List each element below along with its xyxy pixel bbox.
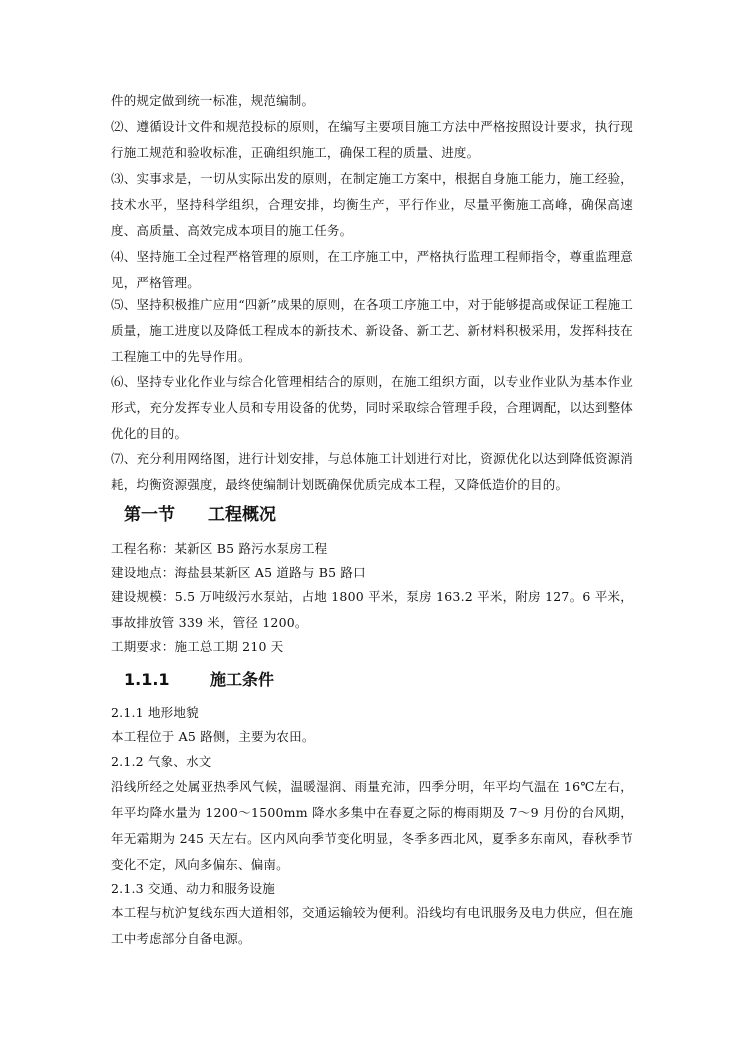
paragraph-principle-5: ⑸、坚持积极推广应用“四新”成果的原则，在各项工序施工中，对于能够提高或保证工程施工质量，施工进度以及降低工程成本的新技术、新设备、新工艺、新材料积极采用，发挥科技在工程施工中的先导作用。 (111, 297, 633, 364)
overview-project-name: 工程名称：某新区 B5 路污水泵房工程 (111, 541, 328, 556)
subsection-heading-conditions (124, 668, 274, 692)
text-2-1-1: 本工程位于 A5 路侧，主要为农田。 (111, 729, 315, 744)
text-2-1-2: 沿线所经之处属亚热季风气候，温暖湿润、雨量充沛，四季分明，年平均气温在 16℃左右，年平均降水量为 1200～1500mm 降水多集中在春夏之际的梅雨期及 7～9 月份的台风期，年无霜期为 245 天左右。区内风向季节变化明显，冬季多西北风，夏季多东南风，春秋季节变化不定，风向多偏东、偏南。 (111, 779, 633, 872)
overview-location: 建设地点：海盐县某新区 A5 道路与 B5 路口 (111, 565, 366, 580)
subsection-title: 施工条件 (210, 670, 275, 689)
section-title: 工程概况 (208, 505, 276, 525)
heading-2-1-2: 2.1.2 气象、水文 (111, 754, 212, 769)
paragraph-principle-7: ⑺、充分利用网络图，进行计划安排，与总体施工计划进行对比，资源优化以达到降低资源消耗，均衡资源强度，最终使编制计划既确保优质完成本工程，又降低造价的目的。 (111, 451, 633, 492)
paragraph-principle-6: ⑹、坚持专业化作业与综合化管理相结合的原则，在施工组织方面，以专业作业队为基本作业形式，充分发挥专业人员和专用设备的优势，同时采取综合管理手段，合理调配，以达到整体优化的目的。 (111, 374, 633, 441)
text-2-1-3: 本工程与杭沪复线东西大道相邻，交通运输较为便利。沿线均有电讯服务及电力供应，但在施工中考虑部分自备电源。 (111, 905, 633, 946)
paragraph-continuation: 件的规定做到统一标准，规范编制。 (111, 93, 315, 108)
overview-scale: 建设规模：5.5 万吨级污水泵站，占地 1800 平米，泵房 163.2 平米，附房 127。6 平米，事故排放管 339 米，管径 1200。 (111, 589, 633, 630)
heading-2-1-3: 2.1.3 交通、动力和服务设施 (111, 881, 275, 896)
paragraph-principle-2: ⑵、遵循设计文件和规范投标的原则，在编写主要项目施工方法中严格按照设计要求，执行现行施工规范和验收标准，正确组织施工，确保工程的质量、进度。 (111, 119, 633, 160)
section-heading-overview (124, 503, 276, 527)
heading-2-1-1: 2.1.1 地形地貌 (111, 705, 199, 720)
section-number: 第一节 (124, 505, 175, 525)
paragraph-principle-4: ⑷、坚持施工全过程严格管理的原则，在工序施工中，严格执行监理工程师指令，尊重监理意见，严格管理。 (111, 249, 633, 290)
overview-duration: 工期要求：施工总工期 210 天 (111, 639, 284, 654)
subsection-number: 1.1.1 (124, 670, 170, 689)
paragraph-principle-3: ⑶、实事求是，一切从实际出发的原则，在制定施工方案中，根据自身施工能力，施工经验，技术水平，坚持科学组织，合理安排，均衡生产，平行作业，尽量平衡施工高峰，确保高速度、高质量、高效完成本项目的施工任务。 (111, 171, 633, 238)
